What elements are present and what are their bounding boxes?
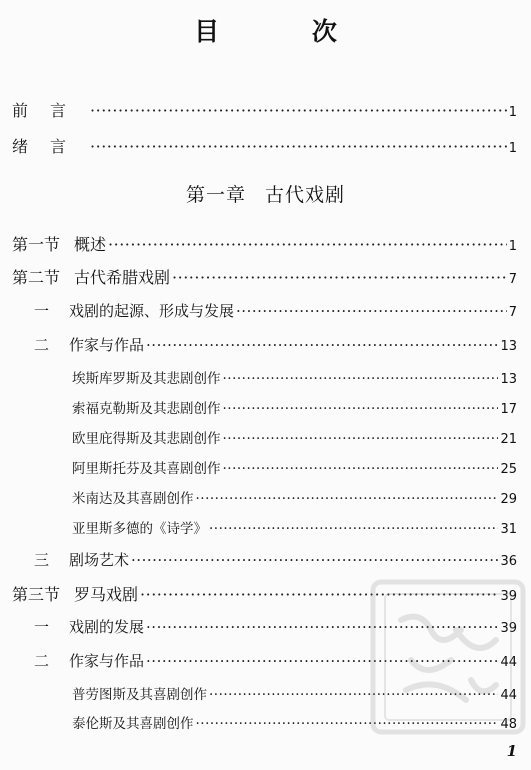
- toc-leader: [146, 336, 498, 354]
- toc-page: 48: [500, 717, 517, 732]
- toc-number: 二: [34, 336, 50, 354]
- toc-entry[interactable]: [12, 265, 517, 288]
- toc-leader: [236, 302, 507, 320]
- toc-number: 第三节: [12, 585, 61, 604]
- toc-number: 一: [34, 618, 50, 636]
- toc-page: 17: [500, 402, 517, 417]
- toc-entry[interactable]: [72, 712, 517, 732]
- toc-title: 剧场艺术: [69, 551, 130, 569]
- toc-label: [34, 650, 144, 671]
- toc-leader: [172, 268, 507, 287]
- toc-title: 古代希腊戏剧: [74, 268, 171, 287]
- toc-leader: [223, 371, 499, 387]
- toc-entry[interactable]: [72, 517, 517, 537]
- chapter-name: 古代戏剧: [265, 184, 346, 206]
- chapter-number: 第一章: [185, 184, 246, 206]
- toc-number: 二: [34, 652, 50, 670]
- toc-title: 作家与作品: [69, 336, 145, 354]
- toc-label: [12, 265, 170, 288]
- toc-label: 前言: [12, 101, 89, 120]
- toc-label: 绪言: [12, 137, 89, 156]
- toc-entry[interactable]: [34, 334, 517, 355]
- toc-leader: [146, 618, 498, 636]
- chapter-heading: [0, 180, 531, 207]
- toc-page: 21: [500, 432, 517, 447]
- toc-entry[interactable]: [12, 582, 517, 605]
- toc-leader: [131, 551, 498, 569]
- toc-page: 44: [500, 688, 517, 703]
- toc-leader: [209, 521, 498, 537]
- toc-page: 36: [500, 554, 517, 569]
- toc-page: 13: [500, 339, 517, 354]
- toc-leader: [196, 716, 499, 732]
- toc-title: 欧里庇得斯及其悲剧创作: [72, 431, 221, 447]
- toc-label: [34, 616, 144, 637]
- toc-label: [12, 232, 106, 255]
- toc-label: [34, 334, 144, 355]
- toc-title: 戏剧的起源、形成与发展: [69, 302, 235, 320]
- toc-entry[interactable]: [72, 367, 517, 387]
- toc-entry[interactable]: [34, 549, 517, 570]
- toc-title: 埃斯库罗斯及其悲剧创作: [72, 371, 221, 387]
- toc-number: 第一节: [12, 235, 61, 254]
- toc-title: 阿里斯托芬及其喜剧创作: [72, 461, 221, 477]
- toc-page: 31: [500, 522, 517, 537]
- toc-entry[interactable]: [72, 487, 517, 507]
- toc-page: 39: [500, 589, 517, 604]
- toc-number: 第二节: [12, 268, 61, 287]
- toc-entry[interactable]: [72, 683, 517, 703]
- toc-page: 1: [508, 105, 517, 120]
- toc-entry[interactable]: [72, 397, 517, 417]
- toc-entry[interactable]: [34, 616, 517, 637]
- toc-leader: [209, 687, 498, 703]
- toc-title: 索福克勒斯及其悲剧创作: [72, 401, 221, 417]
- toc-label: [12, 582, 138, 605]
- toc-title: 亚里斯多德的《诗学》: [72, 521, 207, 537]
- toc-page: 13: [500, 372, 517, 387]
- toc-entry[interactable]: [72, 457, 517, 477]
- toc-title: 戏剧的发展: [69, 618, 145, 636]
- toc-entry[interactable]: [72, 427, 517, 447]
- toc-entry[interactable]: [12, 232, 517, 255]
- page-title: 目 次: [194, 17, 379, 46]
- toc-page: 39: [500, 621, 517, 636]
- toc-leader: [90, 137, 507, 156]
- toc-leader: [90, 101, 507, 120]
- toc-leader: [146, 652, 498, 670]
- toc-title: 作家与作品: [69, 652, 145, 670]
- toc-label: [34, 300, 234, 321]
- toc-label: [34, 549, 129, 570]
- toc-entry-preface[interactable]: [12, 98, 517, 121]
- toc-entry[interactable]: [34, 650, 517, 671]
- toc-page: 25: [500, 462, 517, 477]
- toc-page: 7: [508, 305, 517, 320]
- toc-number: 一: [34, 302, 50, 320]
- toc-title: 泰伦斯及其喜剧创作: [72, 716, 194, 732]
- toc-leader: [140, 585, 498, 604]
- toc-entry[interactable]: [34, 300, 517, 321]
- toc-number: 三: [34, 551, 50, 569]
- toc-page: 7: [508, 272, 517, 287]
- toc-page: 44: [500, 655, 517, 670]
- toc-entry-introduction[interactable]: [12, 134, 517, 157]
- toc-title: 罗马戏剧: [74, 585, 139, 604]
- toc-page: 1: [508, 239, 517, 254]
- page-number: 1: [506, 742, 517, 760]
- toc-leader: [196, 491, 499, 507]
- toc-leader: [108, 235, 507, 254]
- toc-page: 29: [500, 492, 517, 507]
- toc-title: 概述: [74, 235, 107, 254]
- toc-page: 1: [508, 141, 517, 156]
- toc-title: 普劳图斯及其喜剧创作: [72, 687, 207, 703]
- toc-leader: [223, 401, 499, 417]
- toc-title: 米南达及其喜剧创作: [72, 491, 194, 507]
- toc-leader: [223, 431, 499, 447]
- toc-leader: [223, 461, 499, 477]
